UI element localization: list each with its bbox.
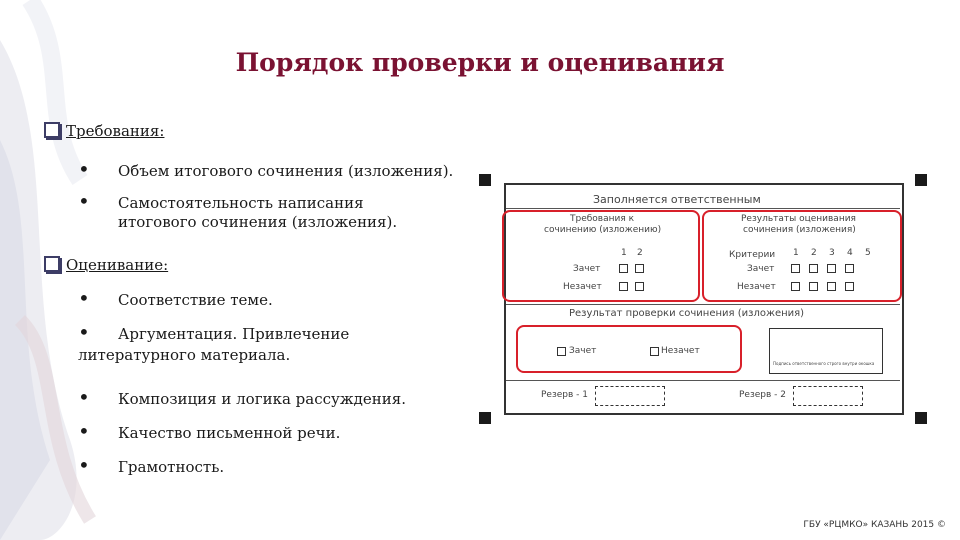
list-item: • Самостоятельность написания: [78, 189, 364, 213]
highlight-final-result: [516, 325, 742, 373]
checkbox-bullet-icon: [44, 122, 60, 138]
corner-marker: [915, 174, 927, 186]
form-header: Заполняется ответственным: [593, 193, 761, 206]
requirements-heading: [44, 122, 164, 140]
grading-heading: [44, 256, 168, 274]
highlight-requirements: [502, 210, 700, 302]
bullet-icon: •: [78, 189, 90, 213]
list-item: • Композиция и логика рассуждения.: [78, 385, 406, 409]
list-item: • Объем итогового сочинения (изложения).: [78, 157, 454, 181]
answer-form-excerpt: Заполняется ответственным Требования к сочинению (изложению) 1 2 Зачет Незачет Результаты оценивания сочинения (изложения) Критерии 1 2 3 4 5 Зачет Незачет Результат проверки сочинения (изложения) Зачет Незачет Подпись ответственного строго внутри окошка Резерв - 1 Резерв - 2: [463, 158, 943, 436]
corner-marker: [915, 412, 927, 424]
list-item: • Грамотность.: [78, 453, 225, 477]
list-item-continuation: итогового сочинения (изложения).: [118, 213, 398, 231]
highlight-results: [702, 210, 902, 302]
corner-marker: [479, 174, 491, 186]
corner-marker: [479, 412, 491, 424]
reserve-field-1: [595, 386, 665, 406]
page-title: Порядок проверки и оценивания: [235, 48, 725, 77]
bullet-icon: •: [78, 320, 90, 344]
list-item: • Качество письменной речи.: [78, 419, 341, 443]
bullet-icon: •: [78, 453, 90, 477]
list-item: • Соответствие теме.: [78, 286, 273, 310]
requirements-label: Требования:: [66, 122, 165, 140]
list-item: • Аргументация. Привлечение: [78, 320, 350, 344]
bullet-icon: •: [78, 286, 90, 310]
bullet-icon: •: [78, 419, 90, 443]
footer-copyright: ГБУ «РЦМКО» КАЗАНЬ 2015 ©: [803, 520, 946, 530]
signature-box: [769, 328, 883, 374]
bullet-icon: •: [78, 157, 90, 181]
grading-label: Оценивание:: [66, 256, 169, 274]
list-item-continuation: литературного материала.: [78, 346, 291, 364]
checkbox-bullet-icon: [44, 256, 60, 272]
reserve-field-2: [793, 386, 863, 406]
bullet-icon: •: [78, 385, 90, 409]
result-title: Результат проверки сочинения (изложения): [569, 308, 805, 319]
